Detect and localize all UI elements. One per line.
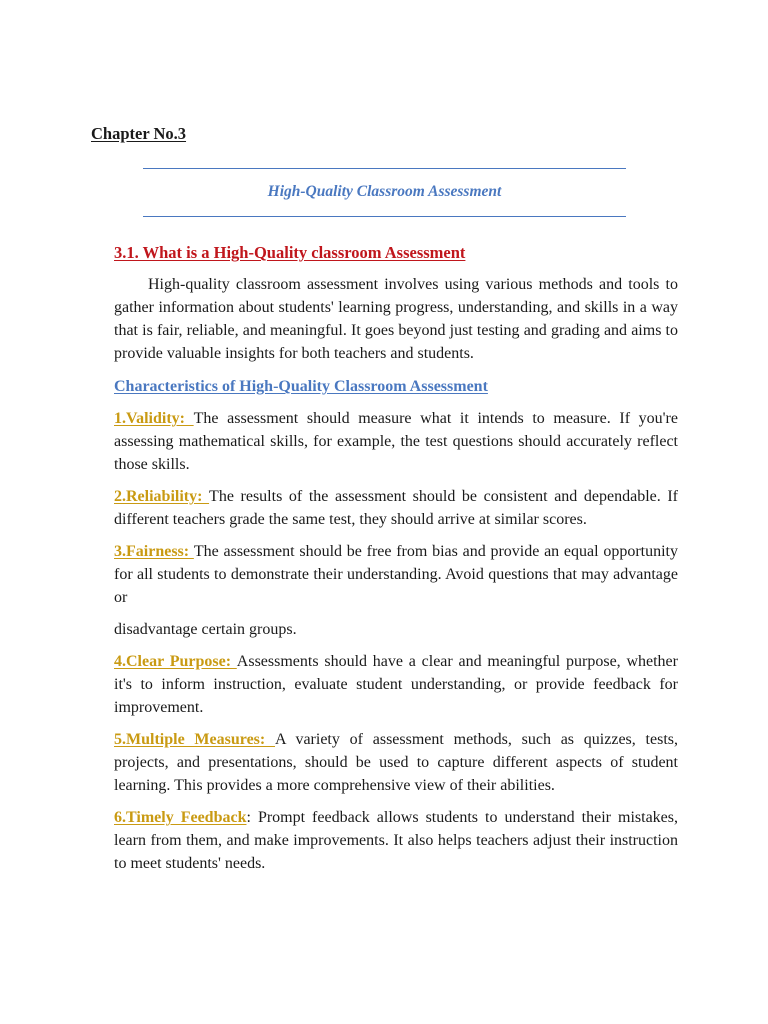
characteristic-text: A variety of assessment methods, such as quizzes, tests, projects, and presentations, should be used to capture different aspects of student learning. This provides a more comprehensive view of their abilities.: [114, 731, 678, 794]
characteristic-label: 3.Fairness:: [114, 543, 194, 560]
subtitle-top-rule: [143, 168, 626, 169]
label-colon: :: [246, 809, 258, 826]
section-heading: 3.1. What is a High-Quality classroom Assessment: [114, 243, 466, 262]
characteristic-timely-feedback: [114, 806, 678, 875]
characteristics-heading: Characteristics of High-Quality Classroom Assessment: [114, 378, 488, 395]
characteristic-reliability: [114, 485, 678, 531]
characteristic-fairness: [114, 540, 678, 609]
characteristic-label: 2.Reliability:: [114, 488, 210, 505]
characteristic-label: 5.Multiple Measures:: [114, 731, 276, 748]
chapter-title: Chapter No.3: [91, 124, 187, 143]
characteristic-label: 6.Timely Feedback: [114, 809, 247, 826]
intro-paragraph: High-quality classroom assessment involves using various methods and tools to gather information about students' learning progress, understanding, and skills in a way that is fair, reliable, and meaningful. It goes beyond just testing and grading and aims to provide valuable insights for both teachers and students.: [114, 276, 678, 362]
characteristic-label: 4.Clear Purpose:: [114, 653, 237, 670]
characteristic-multiple-measures: [114, 728, 678, 797]
characteristic-text: Assessments should have a clear and meaningful purpose, whether it's to inform instruction, evaluate student understanding, or provide feedback for improvement.: [114, 653, 678, 716]
document-body: [114, 241, 678, 884]
characteristic-text: Prompt feedback allows students to understand their mistakes, learn from them, and make improvements. It also helps teachers adjust their instruction to meet students' needs.: [114, 809, 678, 872]
chapter-subtitle: High-Quality Classroom Assessment: [267, 183, 502, 200]
characteristic-text: The assessment should be free from bias and provide an equal opportunity for all students to demonstrate their understanding. Avoid questions that may advantage or: [114, 543, 678, 606]
characteristic-label: 1.Validity:: [114, 410, 194, 427]
characteristic-validity: [114, 407, 678, 476]
characteristic-text: The results of the assessment should be consistent and dependable. If different teachers grade the same test, they should arrive at similar scores.: [114, 488, 679, 528]
characteristic-clear-purpose: [114, 650, 678, 719]
characteristic-text: The assessment should measure what it intends to measure. If you're assessing mathematical skills, for example, the test questions should accurately reflect those skills.: [114, 410, 678, 473]
fairness-continuation: disadvantage certain groups.: [114, 621, 297, 638]
subtitle-bottom-rule: [143, 216, 626, 217]
